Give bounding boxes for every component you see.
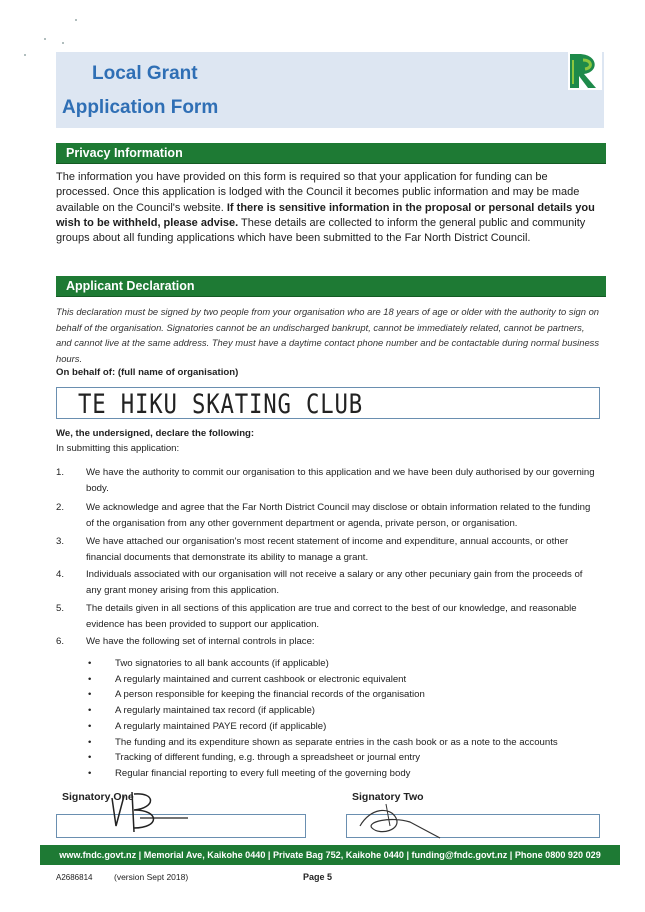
scan-speck xyxy=(62,42,64,44)
control-text: A regularly maintained tax record (if applicable) xyxy=(115,705,315,716)
declaration-section-heading-bar xyxy=(56,276,606,297)
privacy-text xyxy=(56,170,601,246)
bullet-icon: • xyxy=(88,674,92,685)
privacy-section-heading-bar xyxy=(56,143,606,164)
item-number: 5. xyxy=(56,603,65,614)
scan-speck xyxy=(24,54,26,56)
council-logo-icon xyxy=(568,50,602,90)
bullet-icon: • xyxy=(88,705,92,716)
item-text: Individuals associated with our organisation will not receive a salary or any other pecuniary gain from the proceeds of any grant money arising from this application. xyxy=(86,569,583,596)
scan-speck xyxy=(44,38,46,40)
footer-contact-text: www.fndc.govt.nz | Memorial Ave, Kaikohe 0440 | Private Bag 752, Kaikohe 0440 | funding@fndc.govt.nz | Phone 0800 920 029 xyxy=(59,850,601,860)
handwritten-organisation-name xyxy=(60,380,380,422)
item-text: We have the following set of internal controls in place: xyxy=(86,636,315,647)
on-behalf-label: On behalf of: (full name of organisation) xyxy=(56,367,239,378)
document-code: A2686814 xyxy=(56,873,93,882)
control-text: The funding and its expenditure shown as separate entries in the cash book or as a note to the accounts xyxy=(115,737,558,748)
privacy-heading: Privacy Information xyxy=(66,146,183,160)
item-text: We have the authority to commit our organisation to this application and we have been duly authorised by our governing body. xyxy=(86,467,595,494)
item-text: We acknowledge and agree that the Far North District Council may disclose or obtain information related to the funding of the organisation from any other government department or agenda, private person, or organisation. xyxy=(86,502,591,529)
signature-one-drawing xyxy=(100,788,190,838)
control-text: A regularly maintained and current cashbook or electronic equivalent xyxy=(115,674,407,685)
bullet-icon: • xyxy=(88,689,92,700)
control-text: Two signatories to all bank accounts (if applicable) xyxy=(115,658,329,669)
signatory-two-label: Signatory Two xyxy=(352,791,424,803)
privacy-text-part1: The information you have provided on this form is required so that your application for funding can be processed. Once this application is lodged with the Council it becomes public information and may be made available on the Council's website. xyxy=(56,171,580,214)
item-number: 1. xyxy=(56,467,65,478)
privacy-text-bold: If there is sensitive information in the proposal or personal details you wish to be withheld, please advise. xyxy=(56,201,595,229)
form-title-line-1: Local Grant xyxy=(92,63,198,84)
scan-speck xyxy=(75,19,77,21)
signature-two-drawing xyxy=(350,798,450,842)
bullet-icon: • xyxy=(88,658,92,669)
document-version: (version Sept 2018) xyxy=(114,872,189,882)
control-text: A person responsible for keeping the financial records of the organisation xyxy=(115,689,425,700)
in-submitting-label: In submitting this application: xyxy=(56,443,180,454)
item-text: We have attached our organisation's most recent statement of income and expenditure, annual accounts, or other financial documents that demonstrate its ability to manage a grant. xyxy=(86,536,569,563)
organisation-name-text: TE HIKU SKATING CLUB xyxy=(78,389,363,420)
bullet-icon: • xyxy=(88,768,92,779)
bullet-icon: • xyxy=(88,721,92,732)
item-number: 6. xyxy=(56,636,65,647)
privacy-text-part2: These details are collected to inform the general public and community groups about all funding applications which have been submitted to the Far North District Council. xyxy=(56,216,586,245)
bullet-icon: • xyxy=(88,737,92,748)
page-number: Page 5 xyxy=(303,872,333,882)
footer-contact-bar xyxy=(40,845,620,865)
item-text: The details given in all sections of this application are true and correct to the best of our knowledge, and reasonable evidence has been provided to support our application. xyxy=(86,603,577,630)
control-text: A regularly maintained PAYE record (if applicable) xyxy=(115,721,327,732)
control-text: Tracking of different funding, e.g. through a spreadsheet or journal entry xyxy=(115,752,421,763)
declaration-intro: This declaration must be signed by two people from your organisation who are 18 years of age or older with the authority to sign on behalf of the organisation. Signatories cannot be an undischarged bankrupt, cannot be immediately related, cannot be partners, and cannot live at the same address. They must have a daytime contact phone number and be contactable during normal business hours. xyxy=(56,306,600,364)
item-number: 3. xyxy=(56,536,65,547)
form-title-line-2: Application Form xyxy=(62,97,219,118)
bullet-icon: • xyxy=(88,752,92,763)
control-text: Regular financial reporting to every full meeting of the governing body xyxy=(115,768,411,779)
item-number: 2. xyxy=(56,502,65,513)
item-number: 4. xyxy=(56,569,65,580)
we-declare-label: We, the undersigned, declare the following: xyxy=(56,428,255,439)
signatory-one-label: Signatory One xyxy=(62,791,134,803)
declaration-heading: Applicant Declaration xyxy=(66,279,195,293)
